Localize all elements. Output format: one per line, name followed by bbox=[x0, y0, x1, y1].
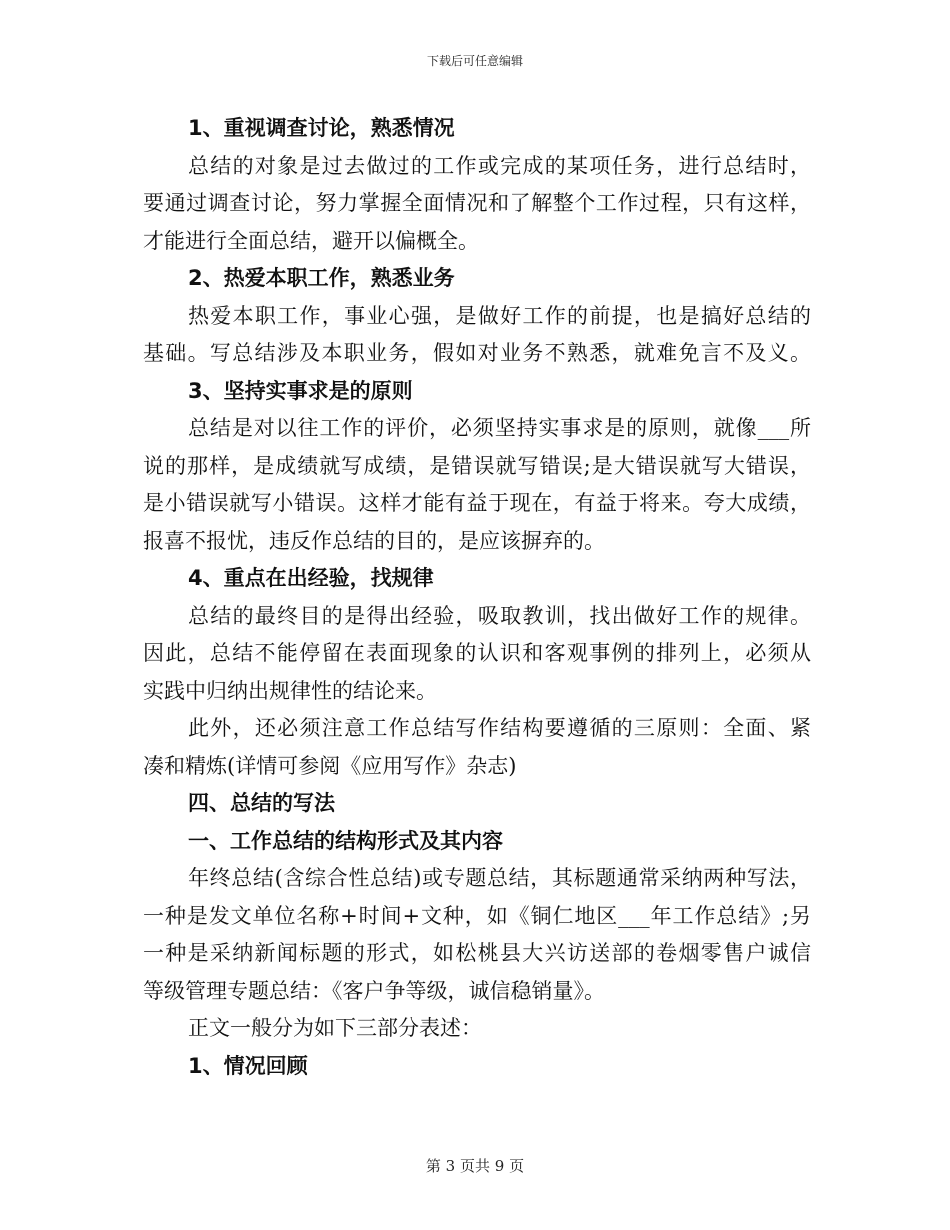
paragraph-line: 此外，还必须注意工作总结写作结构要遵循的三原则：全面、紧 bbox=[188, 716, 811, 740]
paragraph-line: 总结的最终目的是得出经验，吸取教训，找出做好工作的规律。 bbox=[188, 603, 811, 628]
paragraph-line: 总结是对以往工作的评价，必须坚持实事求是的原则，就像___所 bbox=[188, 416, 811, 440]
paragraph-line: 报喜不报忧，违反作总结的目的，是应该摒弃的。 bbox=[143, 528, 605, 553]
section-heading: 3、坚持实事求是的原则 bbox=[188, 378, 413, 403]
paragraph-line: 等级管理专题总结：《客户争等级，诚信稳销量》。 bbox=[143, 978, 605, 1003]
paragraph-line: 正文一般分为如下三部分表述： bbox=[188, 1016, 482, 1040]
document-body bbox=[143, 110, 811, 1085]
section-heading: 一、工作总结的结构形式及其内容 bbox=[188, 828, 503, 853]
paragraph-line: 要通过调查讨论，努力掌握全面情况和了解整个工作过程，只有这样， bbox=[143, 191, 811, 215]
section-heading: 1、重视调查讨论，熟悉情况 bbox=[188, 116, 455, 140]
page-footer: 第 3 页共 9 页 bbox=[425, 1157, 525, 1175]
paragraph-line: 因此，总结不能停留在表面现象的认识和客观事例的排列上，必须从 bbox=[143, 641, 811, 665]
section-heading: 1、情况回顾 bbox=[188, 1053, 308, 1078]
section-heading: 四、总结的写法 bbox=[188, 791, 335, 815]
paragraph-line: 说的那样，是成绩就写成绩，是错误就写错误;是大错误就写大错误， bbox=[143, 453, 811, 478]
paragraph-line: 总结的对象是过去做过的工作或完成的某项任务，进行总结时， bbox=[188, 153, 811, 178]
paragraph-line: 年终总结(含综合性总结)或专题总结，其标题通常采纳两种写法， bbox=[188, 866, 811, 890]
page-header: 下载后可任意编辑 bbox=[426, 54, 523, 68]
section-heading: 2、热爱本职工作，熟悉业务 bbox=[188, 266, 455, 290]
paragraph-line: 热爱本职工作，事业心强，是做好工作的前提，也是搞好总结的 bbox=[188, 303, 811, 328]
paragraph-line: 基础。写总结涉及本职业务，假如对业务不熟悉，就难免言不及义。 bbox=[143, 341, 811, 365]
section-heading: 4、重点在出经验，找规律 bbox=[188, 566, 434, 590]
paragraph-line: 凑和精炼(详情可参阅《应用写作》杂志) bbox=[143, 753, 517, 778]
paragraph-line: 实践中归纳出规律性的结论来。 bbox=[143, 678, 437, 703]
paragraph-line: 一种是采纳新闻标题的形式，如松桃县大兴访送部的卷烟零售户诚信 bbox=[143, 941, 811, 965]
paragraph-line: 才能进行全面总结，避开以偏概全。 bbox=[143, 228, 479, 253]
paragraph-line: 是小错误就写小错误。这样才能有益于现在，有益于将来。夸大成绩， bbox=[143, 491, 811, 515]
paragraph-line: 一种是发文单位名称+时间+文种，如《铜仁地区___年工作总结》;另 bbox=[143, 903, 811, 928]
